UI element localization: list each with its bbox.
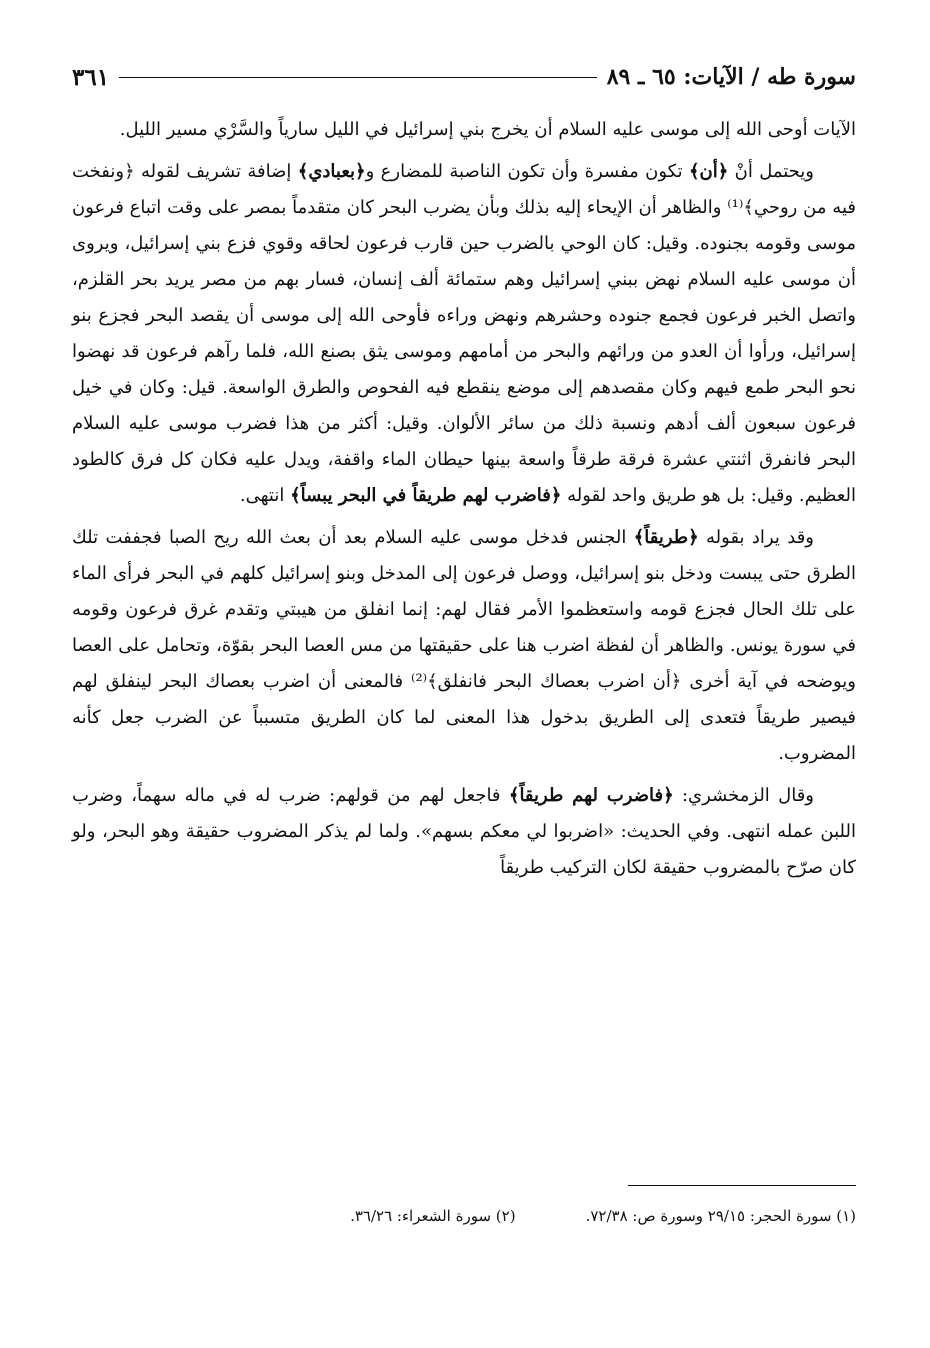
text-run: ويحتمل أنْ: [728, 161, 815, 182]
paragraph: [72, 112, 856, 148]
footnote-1: (١) سورة الحجر: ٢٩/١٥ وسورة ص: ٧٢/٣٨.: [585, 1207, 856, 1225]
quran-quote: ﴿فاضرب لهم طريقاً﴾: [508, 785, 674, 806]
text-run: إضافة تشريف لقوله: [134, 161, 298, 182]
text-run: فاجعل لهم من قولهم: ضرب له في ماله سهماً، وضرب اللبن عمله انتهى. وفي الحديث: «اضربوا لي معكم بسهم». ولما لم يذكر المضروب حقيقة وهو البحر، ولو كان صرّح بالمضروب حقيقة لكان التركيب طريقاً: [72, 785, 856, 878]
paragraph-text: الآيات أوحى الله إلى موسى عليه السلام أن يخرج بني إسرائيل في الليل سارياً والسَّرْي مسير الليل.: [119, 119, 856, 140]
quran-quote: ﴿أن﴾: [688, 161, 729, 182]
paragraph: [72, 520, 856, 772]
quran-quote: ﴿فاضرب لهم طريقاً في البحر يبساً﴾: [290, 485, 562, 506]
text-run: ⁽¹⁾ والظاهر أن الإيحاء إليه بذلك وبأن يضرب البحر كان متقدماً بمصر على وقت اتباع فرعون موسى وقومه بجنوده. وقيل: كان الوحي بالضرب حين قارب فرعون لحاقه وقوي فزع بني إسرائيل، ويروى أن موسى عليه السلام نهض ببني إسرائيل وهم ستمائة ألف إنسان، فسار بهم من مصر يريد بحر القلزم، واتصل الخبر فرعون فجمع جنوده وحشرهم ونهض وراءه فأوحى الله إلى موسى أن يقصد البحر فجزع بنو إسرائيل، ورأوا أن العدو من ورائهم والبحر من أمامهم وموسى يثق بصنع الله، فلما رآهم فرعون قد نهضوا نحو البحر طمع فيهم وكان مقصدهم إلى موضع ينقطع فيه الفحوص والطرق الواسعة. قيل: وكان في خيل فرعون سبعون ألف أدهم ونسبة ذلك من سائر الألوان. وقيل: أكثر من هذا فضرب موسى عليه السلام البحر فانفرق اثنتي عشرة فرقة طرقاً واسعة بينها حيطان الماء واقفة، ويدل عليه فكان كل فرق كالطود العظيم. وقيل: بل هو طريق واحد لقوله: [72, 197, 856, 506]
quran-quote-plain: ﴿أن اضرب بعصاك البحر فانفلق﴾: [427, 671, 682, 692]
running-header: [72, 60, 856, 94]
paragraph: [72, 154, 856, 514]
main-text: [72, 112, 856, 892]
quran-quote: ﴿طريقاً﴾: [633, 527, 699, 548]
text-run: تكون مفسرة وأن تكون الناصبة للمضارع و: [365, 161, 689, 182]
text-run: وقد يراد بقوله: [698, 527, 814, 548]
header-title: سورة طه / الآيات: ٦٥ ـ ٨٩: [606, 64, 856, 90]
header-rule: [119, 77, 597, 78]
text-run: وقال الزمخشري:: [673, 785, 815, 806]
footnote-rule: [628, 1185, 856, 1186]
text-run: ⁽²⁾ فالمعنى أن اضرب بعصاك البحر لينفلق لهم فيصير طريقاً فتعدى إلى الطريق بدخول هذا المعنى لما كان الطريق متسبباً عن الضرب جعل كأنه المضروب.: [72, 671, 856, 764]
text-run: انتهى.: [239, 485, 291, 506]
text-run: الجنس فدخل موسى عليه السلام بعد أن بعث الله ريح الصبا فجففت تلك الطرق حتى يبست ودخل بنو إسرائيل، ووصل فرعون إلى المدخل وبنو إسرائيل كلهم في البحر فرأى الماء على تلك الحال فجزع قومه واستعظموا الأمر فقال لهم: إنما انفلق من هيبتي وتقدم غرق فرعون وقومه في سورة يونس. والظاهر أن لفظة اضرب هنا على حقيقتها من مس العصا البحر بقوّة، وتحامل على العصا ويوضحه في آية أخرى: [72, 527, 856, 692]
page-number: ٣٦١: [72, 63, 110, 91]
quran-quote: ﴿بعبادي﴾: [297, 161, 366, 182]
footnote-2: (٢) سورة الشعراء: ٣٦/٢٦.: [350, 1207, 516, 1225]
paragraph: [72, 778, 856, 886]
footnotes: [170, 1204, 856, 1228]
quran-quote-plain: ﴿ونفخت فيه من روحي﴾: [72, 161, 856, 218]
